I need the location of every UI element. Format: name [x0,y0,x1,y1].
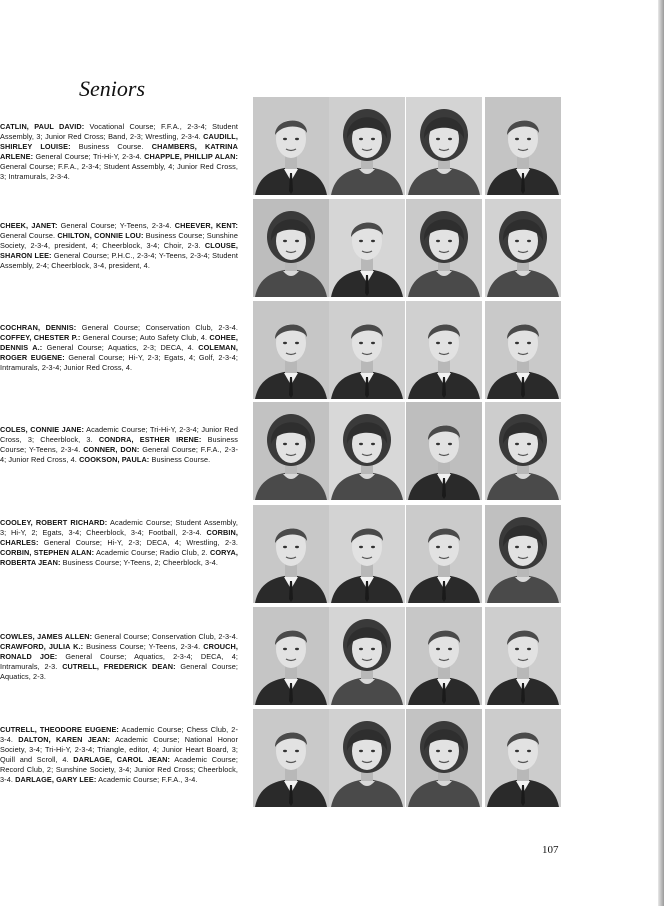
student-activities: Academic Course; Record Club, 2; Sunshine Society, 3-4; Junior Red Cross; Cheerblock, 3-4. [0,755,238,784]
student-name: COLEMAN, ROGER EUGENE: [0,343,238,362]
student-activities: Vocational Course; F.F.A., 2-3-4; Student Assembly, 3; Junior Red Cross; Band, 2-3; Wrestling, 2-3-4. [0,122,238,141]
portrait-image [329,607,405,705]
student-activities: General Course; Aquatics, 2-3. [0,662,238,681]
portrait-image [406,607,482,705]
portrait-image [406,199,482,297]
portrait-image [485,199,561,297]
student-name: CUTRELL, THEODORE EUGENE: [0,725,119,734]
senior-portrait [329,607,405,705]
student-name: CONDRA, ESTHER IRENE: [98,435,202,444]
student-activities: General Course; Tri-Hi-Y, 2-3-4. [33,152,145,161]
student-activities: General Course; P.H.C., 2-3-4; Y-Teens, 2-3-4; Student Assembly, 2-4; Cheerblock, 3-4, president, 4. [0,251,238,270]
student-name: CROUCH, RONALD JOE: [0,642,238,661]
student-activities: General Course; Conservation Club, 2-3-4. [92,632,238,641]
senior-portrait [485,402,561,500]
page-binding-edge [658,0,664,906]
senior-portrait [329,97,405,195]
portrait-image [485,607,561,705]
student-activities: Academic Course; National Honor Society, 3-4; Tri-Hi-Y, 2-3-4; Triangle, editor, 4; Junior Heart Board, 3; Quill and Scroll, 4. [0,735,238,764]
student-name: CAUDILL, SHIRLEY LOUISE: [0,132,238,151]
student-name: COHEE, DENNIS A.: [0,333,238,352]
portrait-image [253,505,329,603]
bio-block-2 [0,221,238,271]
portrait-image [485,402,561,500]
student-name: CHAMBERS, KATRINA ARLENE: [0,142,238,161]
student-activities: Business Course; Y-Teens, 2; Cheerblock, 3-4. [60,558,219,567]
bio-block-5 [0,518,238,568]
bio-block-4 [0,425,238,465]
student-activities: General Course; Hi-Y, 2-3; DECA, 4; Wrestling, 2-3. [38,538,238,547]
senior-portrait [253,402,329,500]
portrait-image [253,402,329,500]
portrait-image [485,505,561,603]
student-activities: Academic Course; Radio Club, 2. [94,548,210,557]
student-activities: Business Course; Sunshine Society, 2-3-4, president, 4; Cheerblock, 3-4; Choir, 2-3. [0,231,238,250]
student-activities: General Course; Hi-Y, 2-3; Egats, 4; Golf, 2-3-4; Intramurals, 2-3-4; Junior Red Cross, 4. [0,353,238,372]
student-activities: Business Course. [70,142,152,151]
senior-portrait [253,97,329,195]
portrait-image [329,199,405,297]
bio-block-6 [0,632,238,682]
student-name: CATLIN, PAUL DAVID: [0,122,85,131]
page-number: 107 [542,844,559,856]
student-name: COLES, CONNIE JANE: [0,425,85,434]
student-name: DARLAGE, GARY LEE: [15,775,97,784]
student-name: COFFEY, CHESTER P.: [0,333,81,342]
portrait-image [329,402,405,500]
senior-portrait [485,709,561,807]
bio-block-1 [0,122,238,182]
student-activities: General Course; Y-Teens, 2-3-4. [57,221,175,230]
portrait-image [406,709,482,807]
student-activities: General Course; F.F.A., 2-3-4; Student Assembly, 4; Junior Red Cross, 3; Intramurals, 2-3-4. [0,162,238,181]
senior-portrait [485,199,561,297]
student-name: CHAPPLE, PHILLIP ALAN: [144,152,238,161]
portrait-image [485,97,561,195]
senior-portrait [253,505,329,603]
senior-portrait [329,505,405,603]
senior-portrait [485,505,561,603]
student-name: CLOUSE, SHARON LEE: [0,241,238,260]
portrait-image [253,97,329,195]
student-name: COOKSON, PAULA: [79,455,150,464]
senior-portrait [406,709,482,807]
student-activities: General Course; Auto Safety Club, 4. [80,333,210,342]
senior-portrait [329,199,405,297]
student-name: DARLAGE, CAROL JEAN: [73,755,171,764]
section-title: Seniors [79,76,145,101]
student-activities: General Course; Aquatics, 2-3-4; DECA, 4; Intramurals, 2-3. [0,652,238,671]
portrait-image [329,301,405,399]
student-activities: Business Course. [149,455,211,464]
senior-portrait [253,709,329,807]
student-name: CHILTON, CONNIE LOU: [57,231,144,240]
senior-portrait [485,301,561,399]
portrait-image [329,505,405,603]
bio-block-3 [0,323,238,373]
student-name: CRAWFORD, JULIA K.: [0,642,84,651]
student-activities: Business Course; Y-Teens, 2-3-4. [83,642,204,651]
senior-portrait [406,301,482,399]
student-name: CUTRELL, FREDERICK DEAN: [62,662,176,671]
student-name: CHEEVER, KENT: [174,221,238,230]
portrait-image [406,505,482,603]
student-activities: General Course; Conservation Club, 2-3-4. [76,323,238,332]
student-activities: Academic Course; Student Assembly, 3; Hi-Y, 2; Egats, 3-4; Cheerblock, 3-4; Football, 2-3-4. [0,518,238,537]
portrait-image [253,301,329,399]
student-name: CORBIN, STEPHEN ALAN: [0,548,95,557]
portrait-image [406,97,482,195]
senior-portrait [485,97,561,195]
student-name: COOLEY, ROBERT RICHARD: [0,518,108,527]
senior-portrait [329,301,405,399]
student-name: CORYA, ROBERTA JEAN: [0,548,238,567]
student-activities: Business Course; Y-Teens, 2-3-4. [0,435,238,454]
student-name: DALTON, KAREN JEAN: [18,735,111,744]
portrait-image [329,709,405,807]
portrait-image [485,301,561,399]
portrait-image [253,709,329,807]
senior-portrait [253,607,329,705]
portrait-image [485,709,561,807]
senior-portrait [406,199,482,297]
student-activities: Academic Course; Chess Club, 2-3-4. [0,725,238,744]
student-name: CHEEK, JANET: [0,221,58,230]
senior-portrait [253,301,329,399]
student-activities: General Course; F.F.A., 2-3-4; Junior Red Cross, 4. [0,445,238,464]
senior-portrait [485,607,561,705]
senior-portrait [329,709,405,807]
senior-portrait [406,505,482,603]
senior-portrait [406,607,482,705]
senior-portrait [406,97,482,195]
student-activities: General Course. [0,231,58,240]
student-activities: Academic Course; F.F.A., 3-4. [96,775,198,784]
portrait-image [406,402,482,500]
senior-portrait [253,199,329,297]
student-activities: General Course; Aquatics, 2-3; DECA, 4. [42,343,199,352]
student-name: CONNER, DON: [83,445,140,454]
portrait-image [253,199,329,297]
portrait-image [253,607,329,705]
student-name: CORBIN, CHARLES: [0,528,238,547]
student-name: COWLES, JAMES ALLEN: [0,632,93,641]
student-activities: Academic Course; Tri-Hi-Y, 2-3-4; Junior Red Cross, 3; Cheerblock, 3. [0,425,238,444]
portrait-image [406,301,482,399]
student-name: COCHRAN, DENNIS: [0,323,77,332]
portrait-image [329,97,405,195]
senior-portrait [329,402,405,500]
senior-portrait [406,402,482,500]
bio-block-7 [0,725,238,785]
